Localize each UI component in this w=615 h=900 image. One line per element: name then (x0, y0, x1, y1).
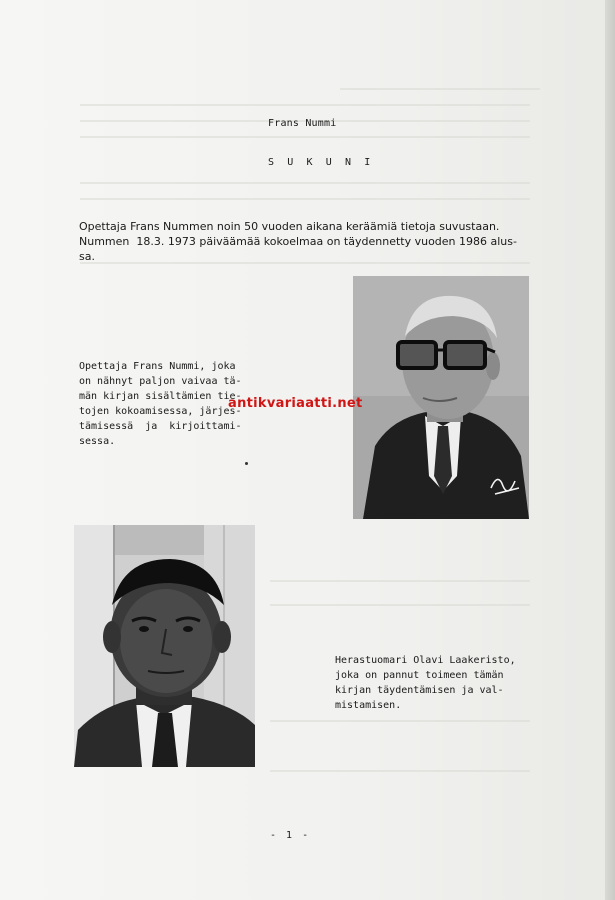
bleed-through (80, 198, 530, 200)
intro-paragraph: Opettaja Frans Nummen noin 50 vuoden aikana keräämiä tietoja suvustaan. Nummen 18.3. 1973 päiväämää kokoelmaa on täydennetty vuoden 1986 alus- sa. (79, 220, 517, 263)
page-edge (605, 0, 615, 900)
portrait-frans-nummi-drawing (353, 276, 529, 519)
bleed-through (340, 88, 540, 90)
bleed-through (80, 104, 530, 106)
bleed-through (270, 770, 530, 772)
bleed-through (270, 604, 530, 606)
portrait-olavi-laakeristo-drawing (74, 525, 255, 767)
caption-olavi-laakeristo: Herastuomari Olavi Laakeristo, joka on pannut toimeen tämän kirjan täydentämisen ja val- mistamisen. (335, 655, 516, 711)
portrait-frans-nummi (353, 276, 529, 519)
page-number: - 1 - (270, 830, 311, 841)
bleed-through (80, 136, 530, 138)
bleed-through (270, 720, 530, 722)
author-name: Frans Nummi (268, 118, 337, 129)
bleed-through (80, 182, 530, 184)
portrait-olavi-laakeristo (74, 525, 255, 767)
caption-frans-nummi: Opettaja Frans Nummi, joka on nähnyt paljon vaivaa tä- män kirjan sisältämien tie- tojen kokoamisessa, järjes- tämisessä ja kirjoittami- sessa. (79, 361, 242, 447)
watermark: antikvariaatti.net (228, 396, 363, 411)
document-title: S U K U N I (268, 157, 374, 168)
bleed-through (270, 580, 530, 582)
stray-mark (245, 462, 248, 465)
